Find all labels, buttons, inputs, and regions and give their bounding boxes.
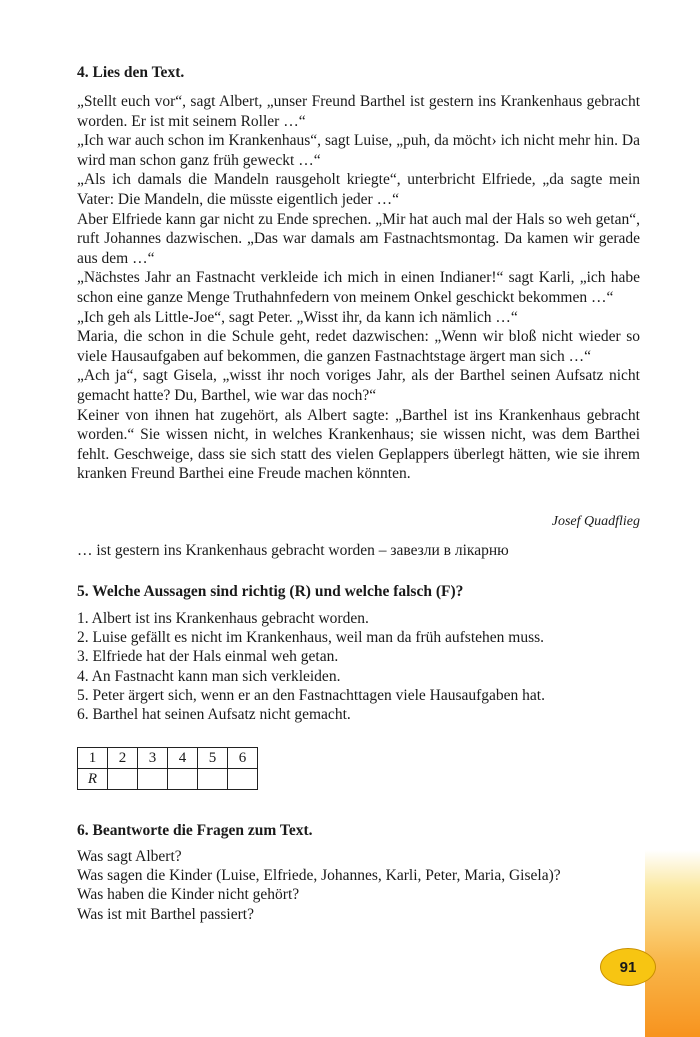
text-author: Josef Quadflieg [551, 514, 640, 529]
task-4-heading: 4. Lies den Text. [77, 64, 185, 81]
answer-table-header-cell: 4 [168, 748, 198, 769]
text-paragraph: Keiner von ihnen hat zugehört, als Albert sagte: „Barthel ist ins Krankenhaus gebracht worden.“ Sie wissen nicht, in welches Krankenhaus; sie wissen nicht, was dem Barthei fehlt. Geschweige, dass sie sich statt des vielen Geplappers überlegt hätten, wie sie ihrem kranken Freund Barthei eine Freude machen könnten. [77, 406, 640, 483]
answer-table-header-cell: 2 [108, 748, 138, 769]
statement-item: 6. Barthel hat seinen Aufsatz nicht gemacht. [77, 706, 351, 724]
task-5-heading: 5. Welche Aussagen sind richtig (R) und welche falsch (F)? [77, 583, 464, 600]
question-item: Was sagt Albert? [77, 848, 182, 865]
task-6-heading: 6. Beantworte die Fragen zum Text. [77, 822, 313, 839]
statement-item: 3. Elfriede hat der Hals einmal weh getan. [77, 648, 339, 666]
statement-item: 5. Peter ärgert sich, wenn er an den Fastnachttagen viele Hausaufgaben hat. [77, 686, 545, 704]
answer-table [77, 747, 258, 790]
statement-item: 2. Luise gefällt es nicht im Krankenhaus, weil man da früh aufstehen muss. [77, 629, 545, 647]
question-item: Was sagen die Kinder (Luise, Elfriede, Johannes, Karli, Peter, Maria, Gisela)? [77, 867, 561, 885]
answer-cell [138, 769, 168, 790]
text-paragraph: „Ach ja“, sagt Gisela, „wisst ihr noch voriges Jahr, als der Barthel seinen Aufsatz nicht gemacht hatte? Du, Barthel, wie war das noch?“ [77, 367, 640, 404]
vocabulary-gloss: … ist gestern ins Krankenhaus gebracht worden – завезли в лікарню [77, 542, 509, 559]
text-paragraph: Aber Elfriede kann gar nicht zu Ende sprechen. „Mir hat auch mal der Hals so weh getan“, ruft Johannes dazwischen. „Das war damals am Fastnachtsmontag. Da kamen wir gerade aus dem …“ [77, 210, 640, 267]
answer-cell [168, 769, 198, 790]
text-paragraph: „Ich geh als Little-Joe“, sagt Peter. „Wisst ihr, da kann ich nämlich …“ [77, 308, 518, 326]
answer-table-header-row [78, 748, 258, 769]
text-paragraph: „Als ich damals die Mandeln rausgeholt kriegte“, unterbricht Elfriede, „da sagte mein Vater: Die Mandeln, die müsste eigentlich jeder …“ [77, 171, 640, 208]
page-number-badge: 91 [600, 948, 656, 986]
statement-item: 4. An Fastnacht kann man sich verkleiden. [77, 667, 341, 685]
question-item: Was haben die Kinder nicht gehört? [77, 886, 300, 904]
text-paragraph: „Stellt euch vor“, sagt Albert, „unser Freund Barthel ist gestern ins Krankenhaus gebracht worden. Er ist mit seinem Roller …“ [77, 93, 640, 130]
statement-list [77, 609, 545, 724]
statement-item: 1. Albert ist ins Krankenhaus gebracht worden. [77, 610, 369, 627]
answer-cell [228, 769, 258, 790]
text-paragraph: „Ich war auch schon im Krankenhaus“, sagt Luise, „puh, da möcht› ich nicht mehr hin. Da wird man schon ganz früh geweckt …“ [77, 132, 640, 169]
answer-cell [108, 769, 138, 790]
answer-table-header-cell: 5 [198, 748, 228, 769]
question-list [77, 847, 561, 924]
answer-cell: R [78, 769, 108, 790]
answer-table-header-cell: 6 [228, 748, 258, 769]
answer-table-answer-row [78, 769, 258, 790]
page-edge-color-band [645, 850, 700, 1037]
text-paragraph: Maria, die schon in die Schule geht, redet dazwischen: „Wenn wir bloß nicht wieder so viele Hausaufgaben auf bekommen, die ganzen Fastnachtstage ärgert man sich …“ [77, 328, 640, 365]
reading-text [77, 92, 640, 484]
question-item: Was ist mit Barthel passiert? [77, 905, 254, 923]
answer-table-header-cell: 1 [78, 748, 108, 769]
answer-table-header-cell: 3 [138, 748, 168, 769]
text-paragraph: „Nächstes Jahr an Fastnacht verkleide ich mich in einen Indianer!“ sagt Karli, „ich habe schon eine ganze Menge Truthahnfedern von meinem Onkel geschickt bekommen …“ [77, 269, 640, 306]
answer-cell [198, 769, 228, 790]
